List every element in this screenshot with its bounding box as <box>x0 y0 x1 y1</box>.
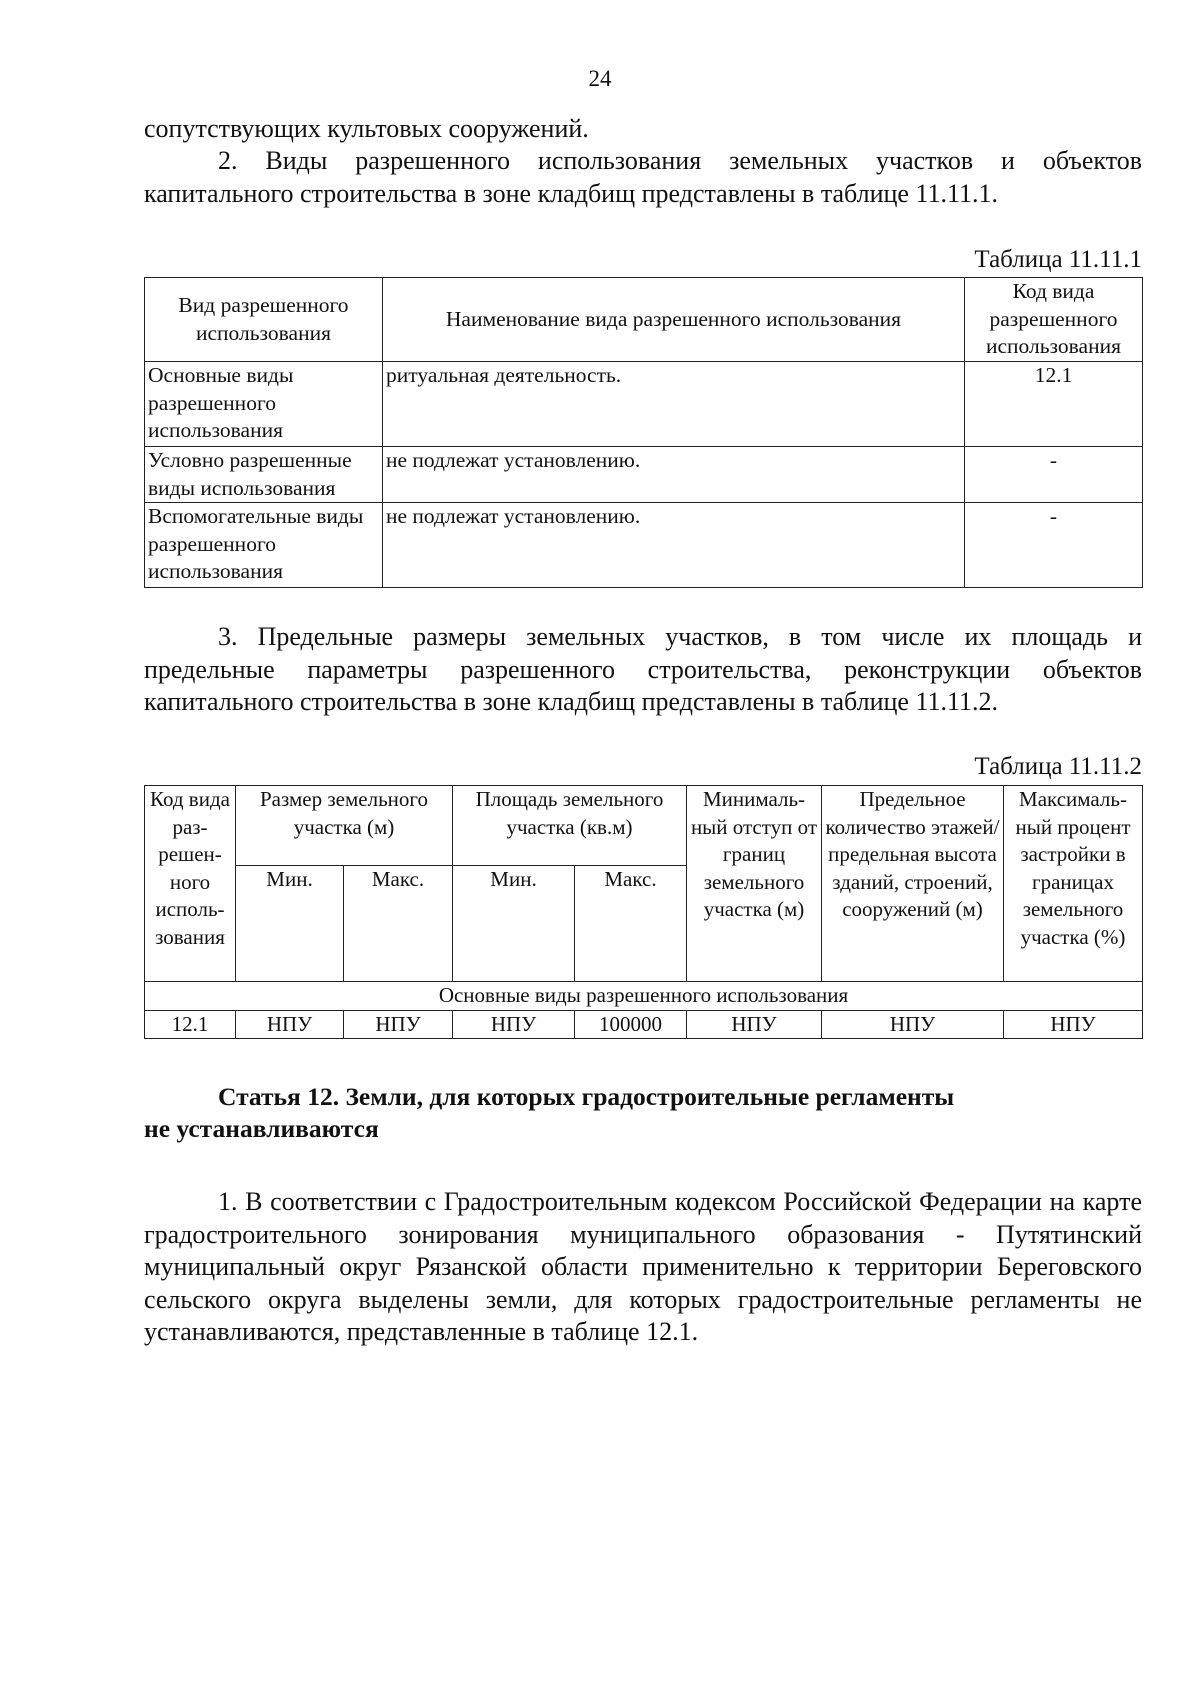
table-cell: НПУ <box>236 1010 344 1039</box>
paragraph-3: 3. Предельные размеры земельных участков, в том числе их площадь и предельные параметры разрешенного строительства, реконструкции объектов капитального строительства в зоне кладбищ представлены в таблице 11.11.2. <box>144 622 1142 716</box>
header-cell-area: Площадь земельного участка (кв.м) <box>453 786 687 866</box>
table-cell-type: Основные виды разрешенного использования <box>145 362 383 447</box>
header-cell: Наименование вида разрешенного использования <box>383 278 965 362</box>
table-row <box>145 362 1143 447</box>
header-cell-min: Мин. <box>236 866 344 982</box>
header-cell-size: Размер земельного участка (м) <box>236 786 453 866</box>
table-header-row <box>145 786 1143 866</box>
paragraph-article-1: 1. В соответствии с Градостроительным кодексом Российской Федерации на карте градостроительного зонирования муниципального образования - Путятинский муниципальный округ Рязанской области применительно к территории Береговского сельского округа выделены земли, для которых градостроительные регламенты не устанавливаются, представленные в таблице 12.1. <box>144 1187 1142 1346</box>
table-11-11-2 <box>144 785 1143 1039</box>
table-section-row <box>145 982 1143 1011</box>
table-cell: 100000 <box>575 1010 687 1039</box>
table-row <box>145 503 1143 588</box>
table-cell-name: не подлежат установлению. <box>383 503 965 588</box>
table-cell: НПУ <box>344 1010 453 1039</box>
table-cell: НПУ <box>687 1010 822 1039</box>
article-heading-line-1: Статья 12. Земли, для которых градостроительные регламенты <box>218 1082 955 1111</box>
table-header-row <box>145 278 1143 362</box>
table-row <box>145 447 1143 503</box>
table2-caption: Таблица 11.11.2 <box>974 753 1142 780</box>
paragraph-2: 2. Виды разрешенного использования земельных участков и объектов капитального строительства в зоне кладбищ представлены в таблице 11.11.1. <box>144 146 1142 208</box>
table-cell-name: не подлежат установлению. <box>383 447 965 503</box>
table-cell-code: - <box>965 447 1143 503</box>
table-cell-type: Условно разрешенные виды использования <box>145 447 383 503</box>
table-11-11-1 <box>144 277 1143 588</box>
header-cell-max: Макс. <box>575 866 687 982</box>
table-row <box>145 1010 1143 1039</box>
table-cell-type: Вспомогательные виды разрешенного использования <box>145 503 383 588</box>
header-cell: Код вида разрешенного использования <box>965 278 1143 362</box>
table-cell: НПУ <box>822 1010 1004 1039</box>
paragraph-continuation: сопутствующих культовых сооружений. <box>144 114 589 143</box>
table-cell: НПУ <box>453 1010 575 1039</box>
table-cell: НПУ <box>1004 1010 1143 1039</box>
table-cell-name: ритуальная деятельность. <box>383 362 965 447</box>
header-cell-min: Мин. <box>453 866 575 982</box>
table-cell-code: 12.1 <box>965 362 1143 447</box>
table1-caption: Таблица 11.11.1 <box>974 246 1142 273</box>
header-cell-max: Макс. <box>344 866 453 982</box>
header-cell-code: Код вида раз-решен-ного исполь-зования <box>145 786 236 982</box>
header-cell-offset: Минималь-ный отступ от границ земельного участка (м) <box>687 786 822 982</box>
page-number: 24 <box>588 66 612 91</box>
article-heading-line-2: не устанавливаются <box>144 1114 379 1143</box>
article-heading <box>144 1081 1142 1145</box>
section-cell: Основные виды разрешенного использования <box>145 982 1143 1011</box>
header-cell: Вид разрешенного использования <box>145 278 383 362</box>
table-cell: 12.1 <box>145 1010 236 1039</box>
header-cell-percent: Максималь-ный процент застройки в границах земельного участка (%) <box>1004 786 1143 982</box>
header-cell-floors: Предельное количество этажей/ предельная высота зданий, строений, сооружений (м) <box>822 786 1004 982</box>
table-cell-code: - <box>965 503 1143 588</box>
